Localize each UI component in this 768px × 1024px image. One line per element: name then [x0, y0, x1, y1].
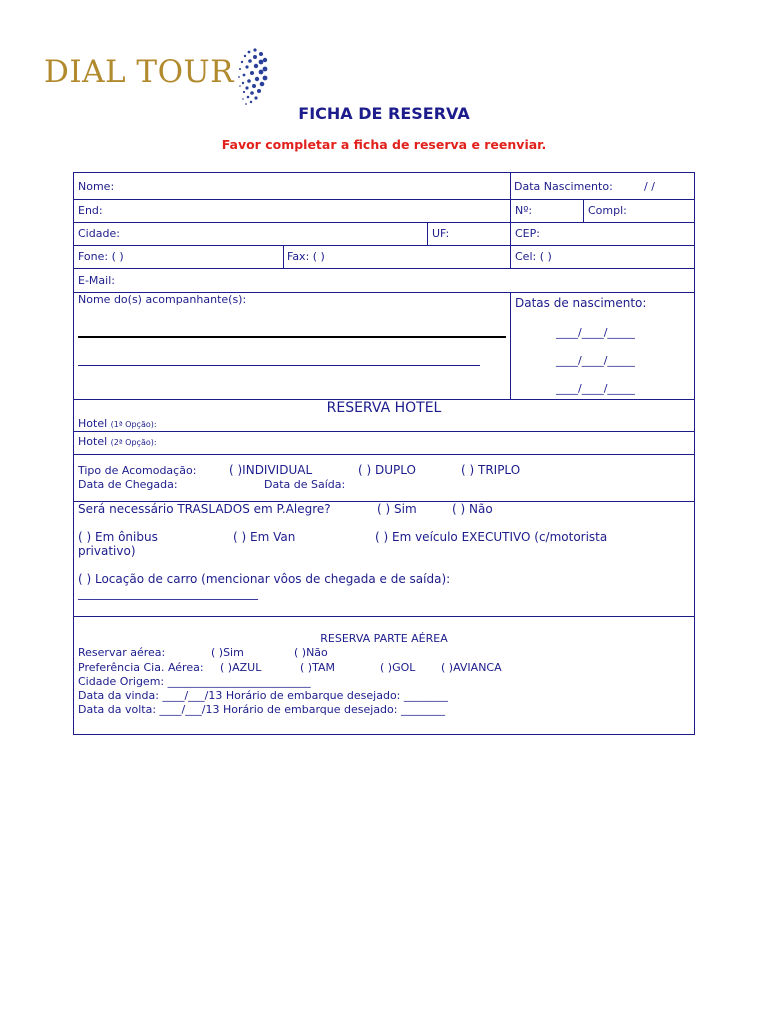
logo-wordmark: DIAL TOUR: [44, 54, 234, 90]
azul-option[interactable]: ( )AZUL: [220, 661, 262, 674]
acompanhante-line-2: [78, 365, 480, 366]
nome-label: Nome:: [78, 180, 115, 193]
aerea-sim-option[interactable]: ( )Sim: [211, 646, 244, 659]
fone-label: Fone: ( ): [78, 250, 124, 263]
uf-label: UF:: [432, 227, 450, 240]
companion-date-3: ____/____/_____: [556, 382, 635, 395]
page-title: FICHA DE RESERVA: [298, 104, 470, 123]
cidade-label: Cidade:: [78, 227, 120, 240]
traslados-nao-option[interactable]: ( ) Não: [452, 502, 493, 516]
executivo-option[interactable]: ( ) Em veículo EXECUTIVO (c/motorista: [375, 530, 608, 544]
cidade-origem-field: Cidade Origem: __________________________: [78, 675, 311, 688]
privativo-text: privativo): [78, 544, 136, 558]
avianca-option[interactable]: ( )AVIANCA: [441, 661, 502, 674]
globe-icon: [215, 42, 269, 110]
reserva-hotel-heading: RESERVA HOTEL: [326, 400, 442, 416]
email-label: E-Mail:: [78, 274, 115, 287]
data-saida-label: Data de Saída:: [264, 478, 346, 491]
individual-option[interactable]: ( )INDIVIDUAL: [229, 463, 313, 477]
van-option[interactable]: ( ) Em Van: [233, 530, 296, 544]
locacao-carro-line: ______________________________: [78, 586, 258, 600]
acompanhante-line-1: [78, 336, 506, 338]
hotel-opcao-2-label: Hotel (2ª Opção):: [78, 435, 157, 448]
data-nascimento-label: Data Nascimento:: [514, 180, 613, 193]
reservar-aerea-label: Reservar aérea:: [78, 646, 166, 659]
hotel-opcao-1-label: Hotel (1ª Opção):: [78, 417, 157, 430]
dial-tour-logo: [40, 42, 270, 112]
gol-option[interactable]: ( )GOL: [380, 661, 416, 674]
data-nascimento-blank: / /: [644, 180, 655, 193]
companion-date-1: ____/____/_____: [556, 326, 635, 339]
traslados-question: Será necessário TRASLADOS em P.Alegre?: [78, 502, 331, 516]
aerea-nao-option[interactable]: ( )Não: [294, 646, 328, 659]
data-vinda-field: Data da vinda: ____/___/13 Horário de embarque desejado: ________: [78, 689, 448, 702]
numero-label: Nº:: [515, 204, 533, 217]
endereco-label: End:: [78, 204, 103, 217]
tam-option[interactable]: ( )TAM: [300, 661, 335, 674]
page-subtitle: Favor completar a ficha de reserva e reenviar.: [221, 137, 547, 152]
onibus-option[interactable]: ( ) Em ônibus: [78, 530, 158, 544]
complemento-label: Compl:: [588, 204, 627, 217]
cel-label: Cel: ( ): [515, 250, 552, 263]
acompanhantes-label: Nome do(s) acompanhante(s):: [78, 293, 247, 306]
duplo-option[interactable]: ( ) DUPLO: [358, 463, 416, 477]
companion-date-2: ____/____/_____: [556, 354, 635, 367]
reserva-aerea-heading: RESERVA PARTE AÉREA: [320, 632, 448, 645]
data-volta-field: Data da volta: ____/___/13 Horário de embarque desejado: ________: [78, 703, 445, 716]
reservation-form: [73, 172, 695, 735]
locacao-carro-option[interactable]: ( ) Locação de carro (mencionar vôos de chegada e de saída):: [78, 572, 451, 586]
triplo-option[interactable]: ( ) TRIPLO: [461, 463, 521, 477]
fax-label: Fax: ( ): [287, 250, 325, 263]
preferencia-cia-label: Preferência Cia. Aérea:: [78, 661, 204, 674]
datas-nascimento-label: Datas de nascimento:: [515, 296, 647, 310]
data-chegada-label: Data de Chegada:: [78, 478, 178, 491]
tipo-acomodacao-label: Tipo de Acomodação:: [78, 464, 197, 477]
cep-label: CEP:: [515, 227, 540, 240]
traslados-sim-option[interactable]: ( ) Sim: [377, 502, 417, 516]
